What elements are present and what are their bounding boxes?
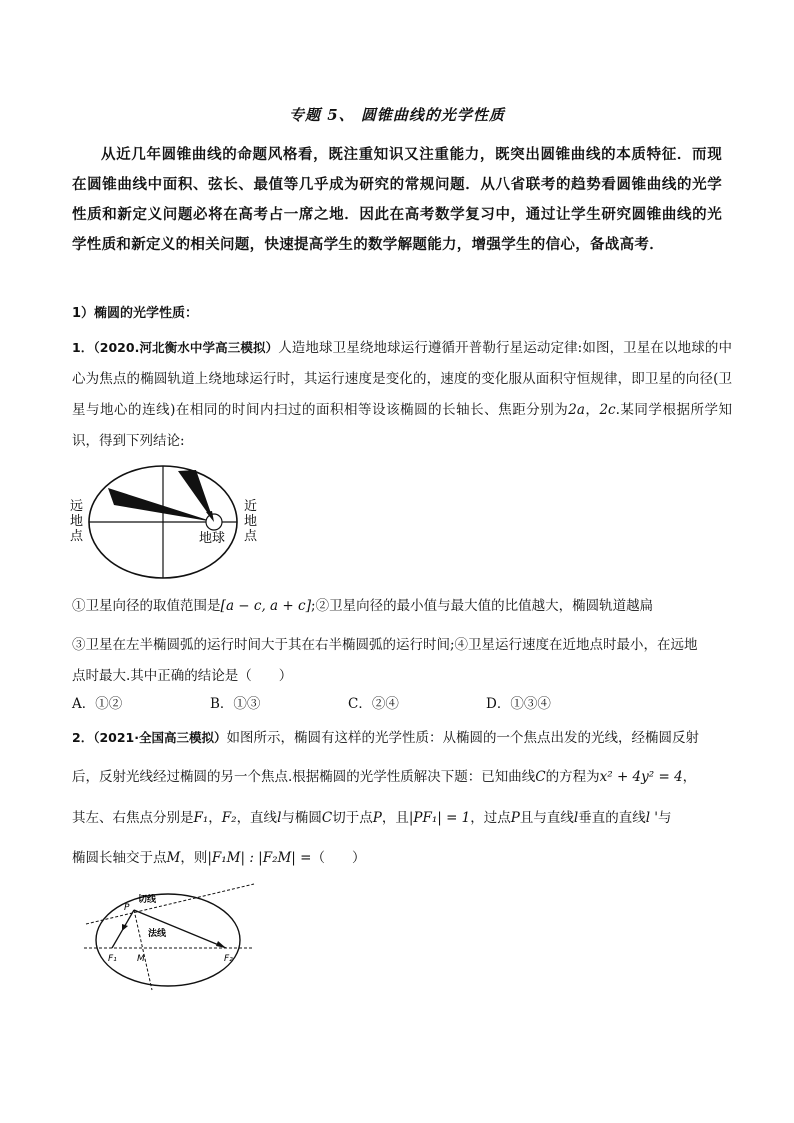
math-equation: x² + 4y² = 4	[599, 769, 683, 785]
problem-2-text-3: 的方程为	[545, 769, 600, 785]
label-far-1: 远	[70, 499, 84, 514]
problem-2-text-9: ，且	[381, 810, 409, 826]
label-f1: F₁	[108, 954, 117, 964]
problem-2-text-1: 如图所示，椭圆有这样的光学性质：从椭圆的一个焦点出发的光线，经椭圆反射	[226, 730, 699, 746]
math-ratio: |F₁M| : |F₂M|	[207, 850, 296, 866]
label-tangent: 切线	[138, 895, 157, 905]
statement-1-2: ①卫星向径的取值范围是[a − c, a + c];②卫星向径的最小值与最大值的比值越大，椭圆轨道越扁	[72, 598, 654, 614]
choice-a[interactable]: A．①②	[72, 696, 123, 712]
problem-1-text	[72, 332, 732, 457]
label-far-3: 点	[70, 529, 84, 544]
problem-1-choices	[72, 692, 732, 712]
statement-2-text: ;②卫星向径的最小值与最大值的比值越大，椭圆轨道越扁	[311, 598, 654, 614]
label-m: M	[137, 954, 145, 964]
separator: ，	[208, 810, 222, 826]
problem-2-text-6: ，直线	[236, 810, 278, 826]
problem-2-text-7: 与椭圆	[281, 810, 322, 826]
problem-2-text-14: 椭圆长轴交于点	[72, 850, 167, 866]
problem-2-line-1	[72, 726, 699, 746]
ellipse-reflection-figure	[82, 880, 262, 992]
label-near-1: 近	[244, 499, 258, 514]
problem-2-text-11: 且与直线	[519, 810, 574, 826]
math-curve-c: C	[321, 810, 333, 826]
statement-1-text: ①卫星向径的取值范围是	[72, 598, 221, 614]
label-normal: 法线	[148, 929, 167, 939]
problem-1-source: 1．（2020.河北衡水中学高三模拟）	[72, 340, 279, 355]
math-range: a − c, a + c	[225, 598, 306, 614]
problem-2-text-2: 后，反射光线经过椭圆的另一个焦点.根据椭圆的光学性质解决下题：已知曲线	[72, 769, 536, 785]
math-m: M	[166, 850, 181, 866]
choice-d[interactable]: D．①③④	[486, 696, 551, 712]
problem-1-body-end: .某同学根据所学知识，得到下列结论:	[72, 402, 732, 449]
normal-line	[134, 910, 152, 990]
label-near-2: 地	[244, 514, 258, 529]
intro-paragraph: 从近几年圆锥曲线的命题风格看，既注重知识又注重能力，既突出圆锥曲线的本质特征．而现在圆锥曲线中面积、弦长、最值等几乎成为研究的常规问题．从八省联考的趋势看圆锥曲线的光学性质和新定义问题必将在高考占一席之地．因此在高考数学复习中，通过让学生研究圆锥曲线的光学性质和新定义的相关问题，快速提高学生的数学解题能力，增强学生的信心，备战高考．	[72, 147, 722, 253]
math-f1: F₁	[193, 810, 209, 826]
choice-c[interactable]: C．②④	[348, 696, 399, 712]
math-l: l	[573, 810, 579, 826]
problem-2-text-4: ，	[682, 769, 697, 785]
problem-2-line-4	[72, 846, 365, 866]
tangent-line	[86, 884, 254, 924]
separator: ，	[584, 402, 600, 418]
problem-2-source: 2．（2021·全国高三模拟）	[72, 730, 227, 745]
problem-2-text-13: 与	[658, 810, 672, 826]
problem-1-body: 人造地球卫星绕地球运行遵循开普勒行星运动定律:如图，卫星在以地球的中心为焦点的椭圆轨道上绕地球运行时，其运行速度是变化的，速度的变化服从面积守恒规律，即卫星的向径(卫星与地心的连线)在相同的时间内扫过的面积相等设该椭圆的长轴长、焦距分别为	[72, 340, 732, 418]
math-2a: 2a	[568, 402, 585, 418]
satellite-orbit-figure	[66, 460, 286, 590]
statement-3-4: ③卫星在左半椭圆弧的运行时间大于其在右半椭圆弧的运行时间;④卫星运行速度在近地点时最小，在远地	[72, 637, 698, 653]
math-p: P	[372, 810, 382, 826]
label-earth: 地球	[199, 531, 226, 546]
math-pf1: |PF₁| = 1	[408, 810, 471, 826]
choice-b[interactable]: B．①③	[210, 696, 261, 712]
label-p: P	[124, 903, 130, 913]
problem-2-text-10: ，过点	[470, 810, 511, 826]
math-l-prime: l '	[645, 810, 659, 826]
math-2c: 2c	[599, 402, 616, 418]
problem-2-text-16: =（ ）	[295, 850, 366, 866]
math-p: P	[510, 810, 520, 826]
statement-question: 点时最大.其中正确的结论是（ ）	[72, 668, 293, 684]
problem-2-text-15: ，则	[180, 850, 208, 866]
math-curve-c: C	[535, 769, 546, 785]
page-title: 专题 5、 圆锥曲线的光学性质	[289, 106, 505, 124]
problem-2-line-2	[72, 765, 696, 785]
math-f2: F₂	[221, 810, 237, 826]
problem-2-text-12: 垂直的直线	[578, 810, 646, 826]
label-near-3: 点	[244, 529, 258, 544]
problem-2-line-3	[72, 806, 672, 826]
label-far-2: 地	[70, 514, 84, 529]
math-l: l	[277, 810, 282, 826]
section-heading: 1）椭圆的光学性质：	[72, 306, 199, 321]
label-f2: F₂	[224, 954, 233, 964]
problem-2-text-5: 其左、右焦点分别是	[72, 810, 194, 826]
problem-2-text-8: 切于点	[332, 810, 373, 826]
